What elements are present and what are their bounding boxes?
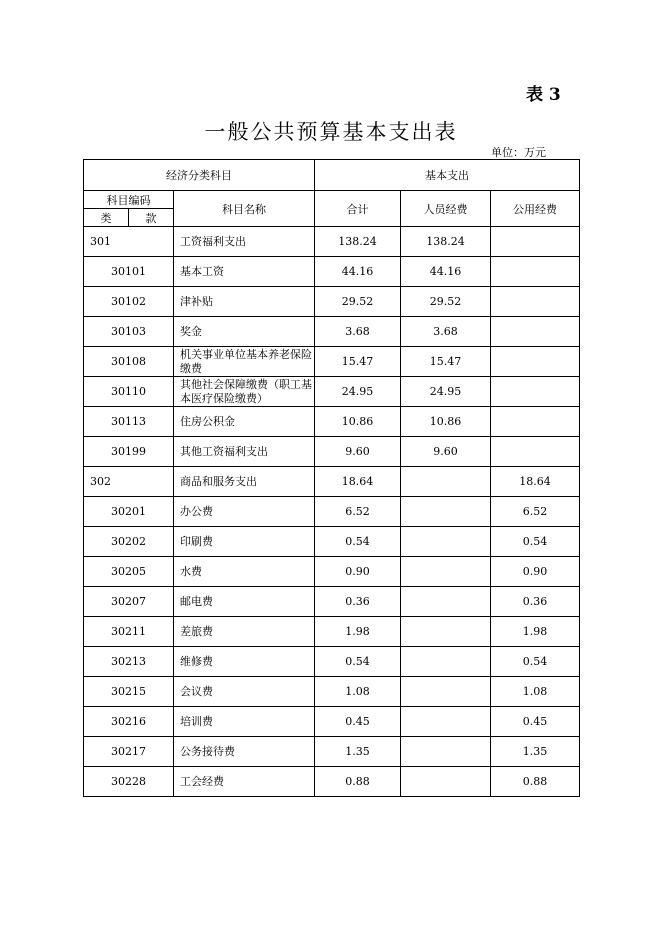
cell-personnel: 44.16: [401, 257, 491, 287]
cell-personnel: [401, 467, 491, 497]
cell-code: 30215: [84, 677, 174, 707]
cell-public: [491, 407, 580, 437]
cell-total: 0.90: [315, 557, 401, 587]
cell-total: 24.95: [315, 377, 401, 407]
cell-name: 公务接待费: [174, 737, 315, 767]
cell-personnel: [401, 497, 491, 527]
table-row: [84, 467, 580, 497]
cell-total: 6.52: [315, 497, 401, 527]
cell-public: [491, 437, 580, 467]
table-row: [84, 587, 580, 617]
cell-public: [491, 377, 580, 407]
cell-code: 302: [84, 467, 174, 497]
budget-table: [83, 159, 580, 797]
table-row: [84, 707, 580, 737]
cell-name: 机关事业单位基本养老保险缴费: [174, 347, 315, 377]
cell-total: 1.35: [315, 737, 401, 767]
table-number: 表 3: [526, 85, 561, 105]
table-row: [84, 647, 580, 677]
cell-code: 30202: [84, 527, 174, 557]
cell-total: 29.52: [315, 287, 401, 317]
cell-name: 基本工资: [174, 257, 315, 287]
table-row: [84, 257, 580, 287]
cell-code: 30217: [84, 737, 174, 767]
cell-personnel: 9.60: [401, 437, 491, 467]
header-personnel: 人员经费: [401, 191, 491, 227]
header-public: 公用经费: [491, 191, 580, 227]
cell-total: 0.54: [315, 647, 401, 677]
cell-name: 津补贴: [174, 287, 315, 317]
cell-code: 30110: [84, 377, 174, 407]
cell-total: 138.24: [315, 227, 401, 257]
header-subject-code: 科目编码: [84, 191, 174, 209]
cell-total: 1.98: [315, 617, 401, 647]
cell-name: 商品和服务支出: [174, 467, 315, 497]
cell-personnel: [401, 707, 491, 737]
header-total: 合计: [315, 191, 401, 227]
cell-total: 15.47: [315, 347, 401, 377]
cell-code: 30101: [84, 257, 174, 287]
table-row: [84, 497, 580, 527]
cell-public: [491, 317, 580, 347]
cell-code: 30113: [84, 407, 174, 437]
cell-name: 水费: [174, 557, 315, 587]
cell-public: 1.08: [491, 677, 580, 707]
table-row: [84, 527, 580, 557]
header-class: 类: [84, 209, 129, 227]
cell-personnel: [401, 677, 491, 707]
cell-total: 44.16: [315, 257, 401, 287]
table-row: [84, 287, 580, 317]
cell-code: 30201: [84, 497, 174, 527]
cell-code: 30205: [84, 557, 174, 587]
cell-total: 0.88: [315, 767, 401, 797]
cell-name: 差旅费: [174, 617, 315, 647]
header-basic-expenditure: 基本支出: [315, 160, 580, 191]
cell-total: 10.86: [315, 407, 401, 437]
cell-personnel: 3.68: [401, 317, 491, 347]
cell-name: 住房公积金: [174, 407, 315, 437]
header-econ-category: 经济分类科目: [84, 160, 315, 191]
cell-total: 0.45: [315, 707, 401, 737]
cell-name: 印刷费: [174, 527, 315, 557]
cell-personnel: 29.52: [401, 287, 491, 317]
table-row: [84, 677, 580, 707]
cell-code: 30211: [84, 617, 174, 647]
cell-public: 0.36: [491, 587, 580, 617]
header-item: 款: [129, 209, 174, 227]
cell-total: 0.54: [315, 527, 401, 557]
cell-personnel: 10.86: [401, 407, 491, 437]
cell-public: 0.45: [491, 707, 580, 737]
cell-name: 奖金: [174, 317, 315, 347]
cell-personnel: [401, 737, 491, 767]
cell-personnel: 24.95: [401, 377, 491, 407]
cell-personnel: [401, 557, 491, 587]
cell-name: 培训费: [174, 707, 315, 737]
table-row: [84, 767, 580, 797]
cell-personnel: [401, 767, 491, 797]
cell-name: 工会经费: [174, 767, 315, 797]
table-row: [84, 377, 580, 407]
cell-name: 工资福利支出: [174, 227, 315, 257]
cell-public: [491, 287, 580, 317]
cell-total: 9.60: [315, 437, 401, 467]
cell-personnel: 15.47: [401, 347, 491, 377]
table-row: [84, 317, 580, 347]
cell-code: 30103: [84, 317, 174, 347]
table-row: [84, 617, 580, 647]
cell-name: 邮电费: [174, 587, 315, 617]
cell-public: 18.64: [491, 467, 580, 497]
cell-public: 0.88: [491, 767, 580, 797]
cell-code: 30102: [84, 287, 174, 317]
cell-total: 3.68: [315, 317, 401, 347]
cell-public: 0.54: [491, 527, 580, 557]
cell-public: 0.54: [491, 647, 580, 677]
table-row: [84, 227, 580, 257]
cell-public: 1.98: [491, 617, 580, 647]
header-subject-name: 科目名称: [174, 191, 315, 227]
cell-name: 办公费: [174, 497, 315, 527]
cell-public: [491, 227, 580, 257]
cell-name: 其他社会保障缴费（职工基本医疗保险缴费）: [174, 377, 315, 407]
cell-total: 1.08: [315, 677, 401, 707]
cell-code: 30216: [84, 707, 174, 737]
table-row: [84, 347, 580, 377]
unit-label: 单位：万元: [491, 146, 546, 159]
cell-personnel: [401, 647, 491, 677]
cell-name: 会议费: [174, 677, 315, 707]
page-title: 一般公共预算基本支出表: [204, 120, 458, 144]
cell-public: 1.35: [491, 737, 580, 767]
table-row: [84, 737, 580, 767]
cell-personnel: [401, 587, 491, 617]
cell-public: [491, 257, 580, 287]
cell-personnel: [401, 527, 491, 557]
cell-name: 其他工资福利支出: [174, 437, 315, 467]
cell-name: 维修费: [174, 647, 315, 677]
cell-total: 18.64: [315, 467, 401, 497]
table-row: [84, 437, 580, 467]
cell-code: 30108: [84, 347, 174, 377]
cell-personnel: [401, 617, 491, 647]
cell-public: 0.90: [491, 557, 580, 587]
table-row: [84, 557, 580, 587]
table-row: [84, 407, 580, 437]
cell-personnel: 138.24: [401, 227, 491, 257]
cell-code: 30228: [84, 767, 174, 797]
cell-public: 6.52: [491, 497, 580, 527]
cell-code: 301: [84, 227, 174, 257]
cell-total: 0.36: [315, 587, 401, 617]
cell-code: 30213: [84, 647, 174, 677]
cell-public: [491, 347, 580, 377]
cell-code: 30207: [84, 587, 174, 617]
cell-code: 30199: [84, 437, 174, 467]
